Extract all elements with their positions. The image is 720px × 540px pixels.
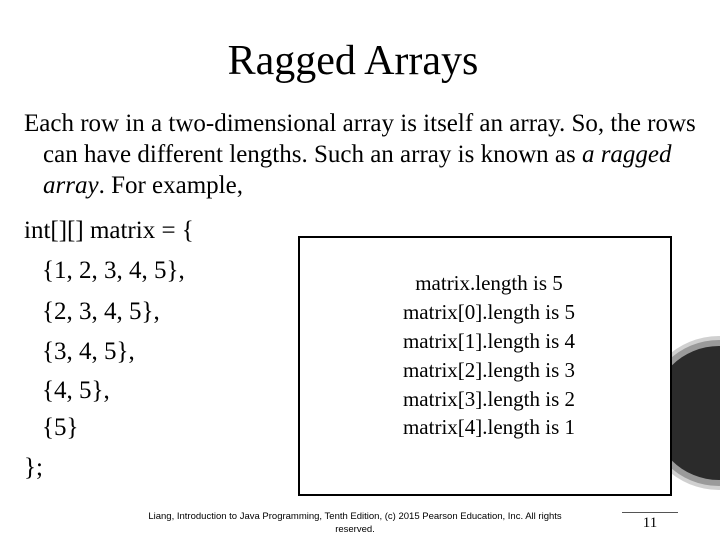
- page-number: 11: [642, 515, 658, 531]
- intro-text-end: . For example,: [98, 172, 243, 199]
- length-line: matrix[4].length is 1: [402, 415, 576, 439]
- page-number-rule: [622, 512, 678, 513]
- lengths-box: [298, 236, 672, 496]
- intro-emphasis: a ragged array: [43, 141, 672, 199]
- code-line-row-1: {2, 3, 4, 5},: [42, 298, 160, 325]
- code-line-row-2: {3, 4, 5},: [42, 338, 135, 365]
- length-line: matrix[0].length is 5: [402, 300, 576, 324]
- length-line: matrix[2].length is 3: [402, 358, 576, 382]
- copyright-footer: Liang, Introduction to Java Programming, Tenth Edition, (c) 2015 Pearson Education, Inc. All rights reserved.: [148, 511, 562, 535]
- code-line-closing: };: [24, 454, 43, 481]
- code-line-declaration: int[][] matrix = {: [24, 217, 194, 244]
- code-line-row-3: {4, 5},: [42, 377, 110, 404]
- code-line-row-4: {5}: [42, 414, 79, 441]
- length-line: matrix.length is 5: [415, 271, 563, 295]
- slide-title: Ragged Arrays: [227, 38, 479, 84]
- intro-text: Each row in a two-dimensional array is itself an array. So, the rows can have different lengths. Such an array is known as: [24, 110, 696, 168]
- length-line: matrix[1].length is 4: [402, 329, 576, 353]
- intro-paragraph: [24, 108, 713, 201]
- length-line: matrix[3].length is 2: [402, 387, 576, 411]
- code-line-row-0: {1, 2, 3, 4, 5},: [42, 257, 185, 284]
